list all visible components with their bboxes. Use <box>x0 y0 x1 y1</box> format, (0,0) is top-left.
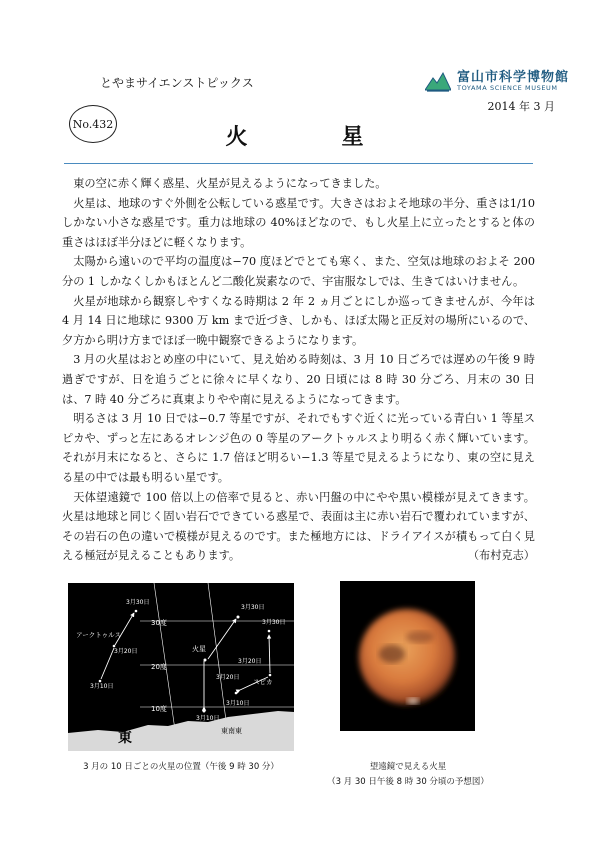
altitude-label: 20度 <box>151 663 167 671</box>
author: （布村克志） <box>467 549 535 563</box>
arcturus-star <box>99 680 102 683</box>
spica-label: スピカ <box>253 678 273 686</box>
mars-image-caption <box>310 760 506 790</box>
date-label: 3月30日 <box>241 604 265 611</box>
altitude-label: 10度 <box>151 705 167 713</box>
mars-telescope-image <box>340 581 475 731</box>
paragraph: 火星は、地球のすぐ外側を公転している惑星です。大きさはおよそ地球の半分、重さは1/10 しかない小さな惑星です。重力は地球の 40%ほどなので、もし火星上に立ったとすると体の重さはほぼ半分ほどに軽くなります。 <box>62 196 535 249</box>
date-label: 3月10日 <box>196 715 220 722</box>
date-label: 3月20日 <box>238 658 262 665</box>
mars-disk-illustration <box>340 581 475 731</box>
date-label: 3月30日 <box>262 619 286 626</box>
mars-path <box>208 619 236 659</box>
date-label: 3月10日 <box>226 700 250 707</box>
date-label: 3月30日 <box>126 599 150 606</box>
article-body <box>62 174 535 566</box>
issue-number: No.432 <box>72 117 114 131</box>
spica-star <box>235 692 238 695</box>
museum-name-en: TOYAMA SCIENCE MUSEUM <box>457 84 558 92</box>
mars-point <box>204 659 207 662</box>
page-title: 火 星 <box>225 125 400 150</box>
sky-chart <box>68 583 294 751</box>
paragraph-text: 天体望遠鏡で 100 倍以上の倍率で見ると、赤い円盤の中にやや黒い模様が見えてきます。火星は地球と同じく固い岩石でできている惑星で、表面は主に赤い岩石で覆われていますが、その岩石の色の違いで模様が見えるのです。また極地方には、ドライアイスが積もって白く見える極冠が見えることもあります。 <box>62 490 535 563</box>
header-divider <box>64 163 533 164</box>
ese-label: 東南東 <box>221 727 242 735</box>
paragraph <box>62 488 535 566</box>
arcturus-label: アークトゥルス <box>76 631 121 639</box>
date-label: 3月10日 <box>90 683 114 690</box>
arcturus-star <box>113 645 116 648</box>
issue-date: 2014 年 3 月 <box>487 100 555 113</box>
arcturus-path <box>115 613 134 645</box>
mars-point <box>237 616 240 619</box>
paragraph: 明るさは 3 月 10 日では−0.7 等星ですが、それでもすぐ近くに光っている青白い 1 等星スピカや、ずっと左にあるオレンジ色の 0 等星のアークトゥルスより明るく赤く輝いています。それが月末になると、さらに 1.7 倍ほど明るい−1.3 等星で見えるようになり、東の空に見える星の中では最も明るい星です。 <box>62 412 535 484</box>
mars-caption-line1: 望遠鏡で見える火星 <box>369 762 447 772</box>
east-label: 東 <box>118 730 132 746</box>
mars-label: 火星 <box>192 645 206 653</box>
paragraph: 3 月の火星はおとめ座の中にいて、見え始める時刻は、3 月 10 日ごろでは遅めの午後 9 時過ぎですが、日を追うごとに徐々に早くなり、20 日頃には 8 時 30 分ごろ、月末の 30 日は、7 時 40 分ごろに真東よりやや南に見えるようになってきます。 <box>62 353 535 406</box>
paragraph: 太陽から遠いので平均の温度は−70 度ほどでとても寒く、また、空気は地球のおよそ 200 分の 1 しかなくしかもほとんど二酸化炭素なので、宇宙服なしでは、生きてはいけません。 <box>62 255 535 288</box>
arcturus-star <box>135 610 138 613</box>
altitude-label: 30度 <box>151 619 167 627</box>
mars-point <box>203 710 206 713</box>
mars-caption-line2: （3 月 30 日午後 8 時 30 分頃の予想図） <box>327 777 489 787</box>
paragraph: 火星が地球から観察しやすくなる時期は 2 年 2 ヵ月ごとにしか巡ってきませんが、今年は 4 月 14 日に地球に 9300 万 km まで近づき、しかも、ほぼ太陽と正反対の場所にいるので、夕方から明け方までほぼ一晩中観察できるようになります。 <box>62 294 535 347</box>
museum-logo <box>425 64 575 100</box>
series-title: とやまサイエンストピックス <box>100 76 254 90</box>
date-label: 3月20日 <box>216 674 240 681</box>
arcturus-path <box>101 648 114 679</box>
mountain-logo-icon <box>425 70 451 92</box>
spica-star <box>269 674 272 677</box>
museum-name-jp: 富山市科学博物館 <box>457 70 570 85</box>
spica-star <box>268 630 271 633</box>
date-label: 3月20日 <box>114 648 138 655</box>
chart-caption: 3 月の 10 日ごとの火星の位置（午後 9 時 30 分） <box>83 762 279 772</box>
spica-path <box>269 635 270 673</box>
horizon <box>68 711 294 751</box>
paragraph: 東の空に赤く輝く惑星、火星が見えるようになってきました。 <box>73 177 387 190</box>
